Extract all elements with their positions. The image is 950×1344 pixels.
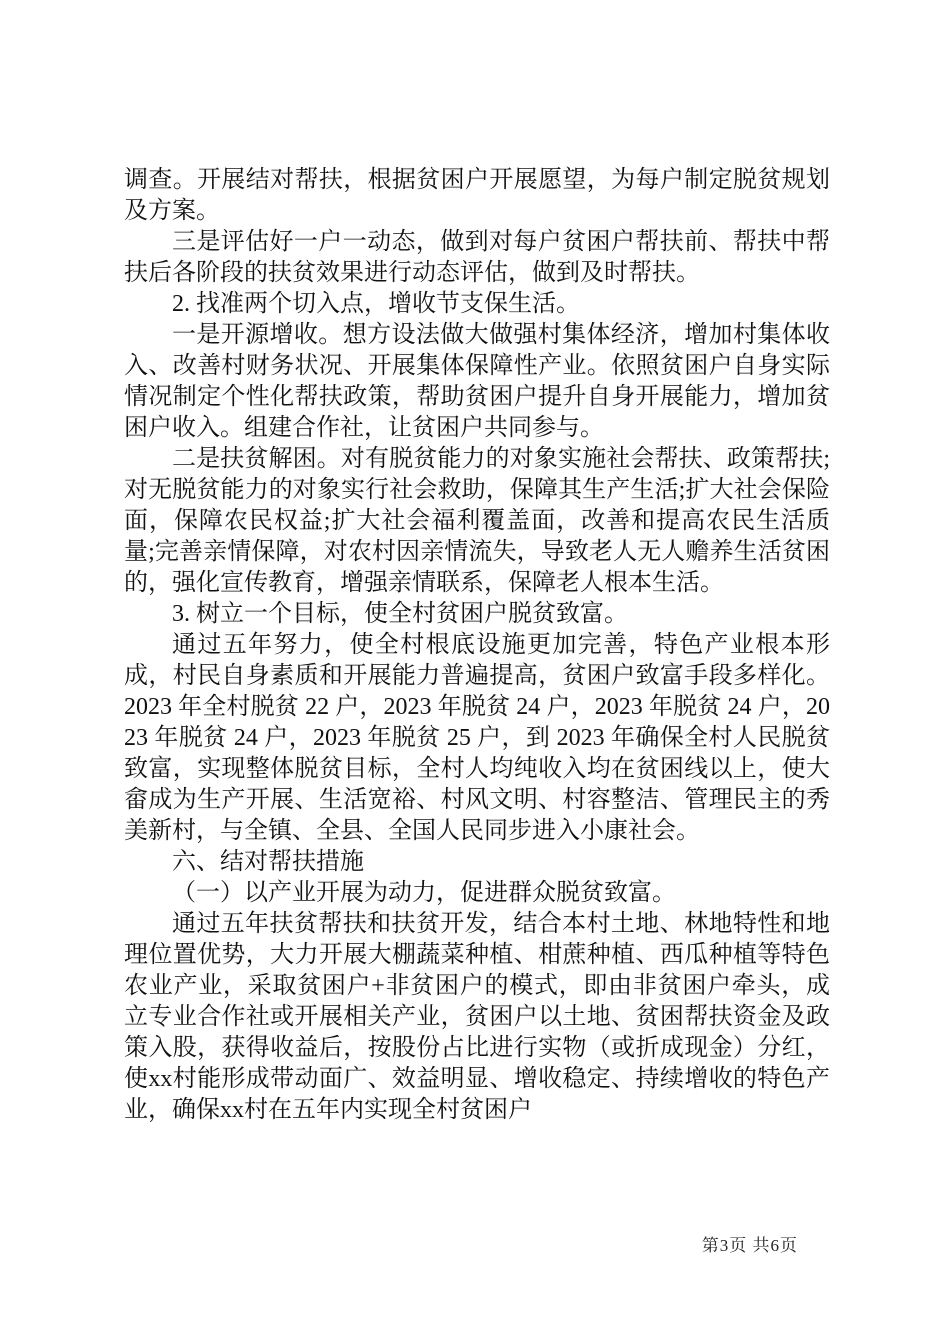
paragraph: 一是开源增收。想方设法做大做强村集体经济，增加村集体收入、改善村财务状况、开展集体保障性产业。依照贫困户自身实际情况制定个性化帮扶政策，帮助贫困户提升自身开展能力，增加贫困户收入。组建合作社，让贫困户共同参与。 [124,322,830,441]
subsection-heading: （一）以产业开展为动力，促进群众脱贫致富。 [172,880,676,906]
paragraph: 三是评估好一户一动态，做到对每户贫困户帮扶前、帮扶中帮扶后各阶段的扶贫效果进行动态评估，做到及时帮扶。 [124,229,830,286]
paragraph: 二是扶贫解困。对有脱贫能力的对象实施社会帮扶、政策帮扶;对无脱贫能力的对象实行社会救助，保障其生产生活;扩大社会保险面，保障农民权益;扩大社会福利覆盖面，改善和提高农民生活质量;完善亲情保障，对农村因亲情流失，导致老人无人赡养生活贫困的，强化宣传教育，增强亲情联系，保障老人根本生活。 [124,446,830,596]
list-item-2: 2. 找准两个切入点，增收节支保生活。 [172,291,580,317]
list-item-3: 3. 树立一个目标，使全村贫困户脱贫致富。 [172,601,628,627]
page-number-footer: 第3页 共6页 [701,1236,798,1255]
paragraph: 通过五年扶贫帮扶和扶贫开发，结合本村土地、林地特性和地理位置优势，大力开展大棚蔬菜种植、柑蔗种植、西瓜种植等特色农业产业，采取贫困户+非贫困户的模式，即由非贫困户牵头，成立专业合作社或开展相关产业，贫困户以土地、贫困帮扶资金及政策入股，获得收益后，按股份占比进行实物（或折成现金）分红，使xx村能形成带动面广、效益明显、增收稳定、持续增收的特色产业，确保xx村在五年内实现全村贫困户 [124,911,830,1123]
paragraph: 通过五年努力，使全村根底设施更加完善，特色产业根本形成，村民自身素质和开展能力普遍提高，贫困户致富手段多样化。2023 年全村脱贫 22 户，2023 年脱贫 24 户，2023 年脱贫 24 户，2023 年脱贫 24 户，2023 年脱贫 25 户，到 2023 年确保全村人民脱贫致富，实现整体脱贫目标，全村人均纯收入均在贫困线以上，使大畲成为生产开展、生活宽裕、村风文明、村容整洁、管理民主的秀美新村，与全镇、全县、全国人民同步进入小康社会。 [124,632,830,844]
document-body [124,165,830,1126]
section-heading: 六、结对帮扶措施 [172,849,364,875]
paragraph-continuation: 调查。开展结对帮扶，根据贫困户开展愿望，为每户制定脱贫规划及方案。 [124,167,830,224]
